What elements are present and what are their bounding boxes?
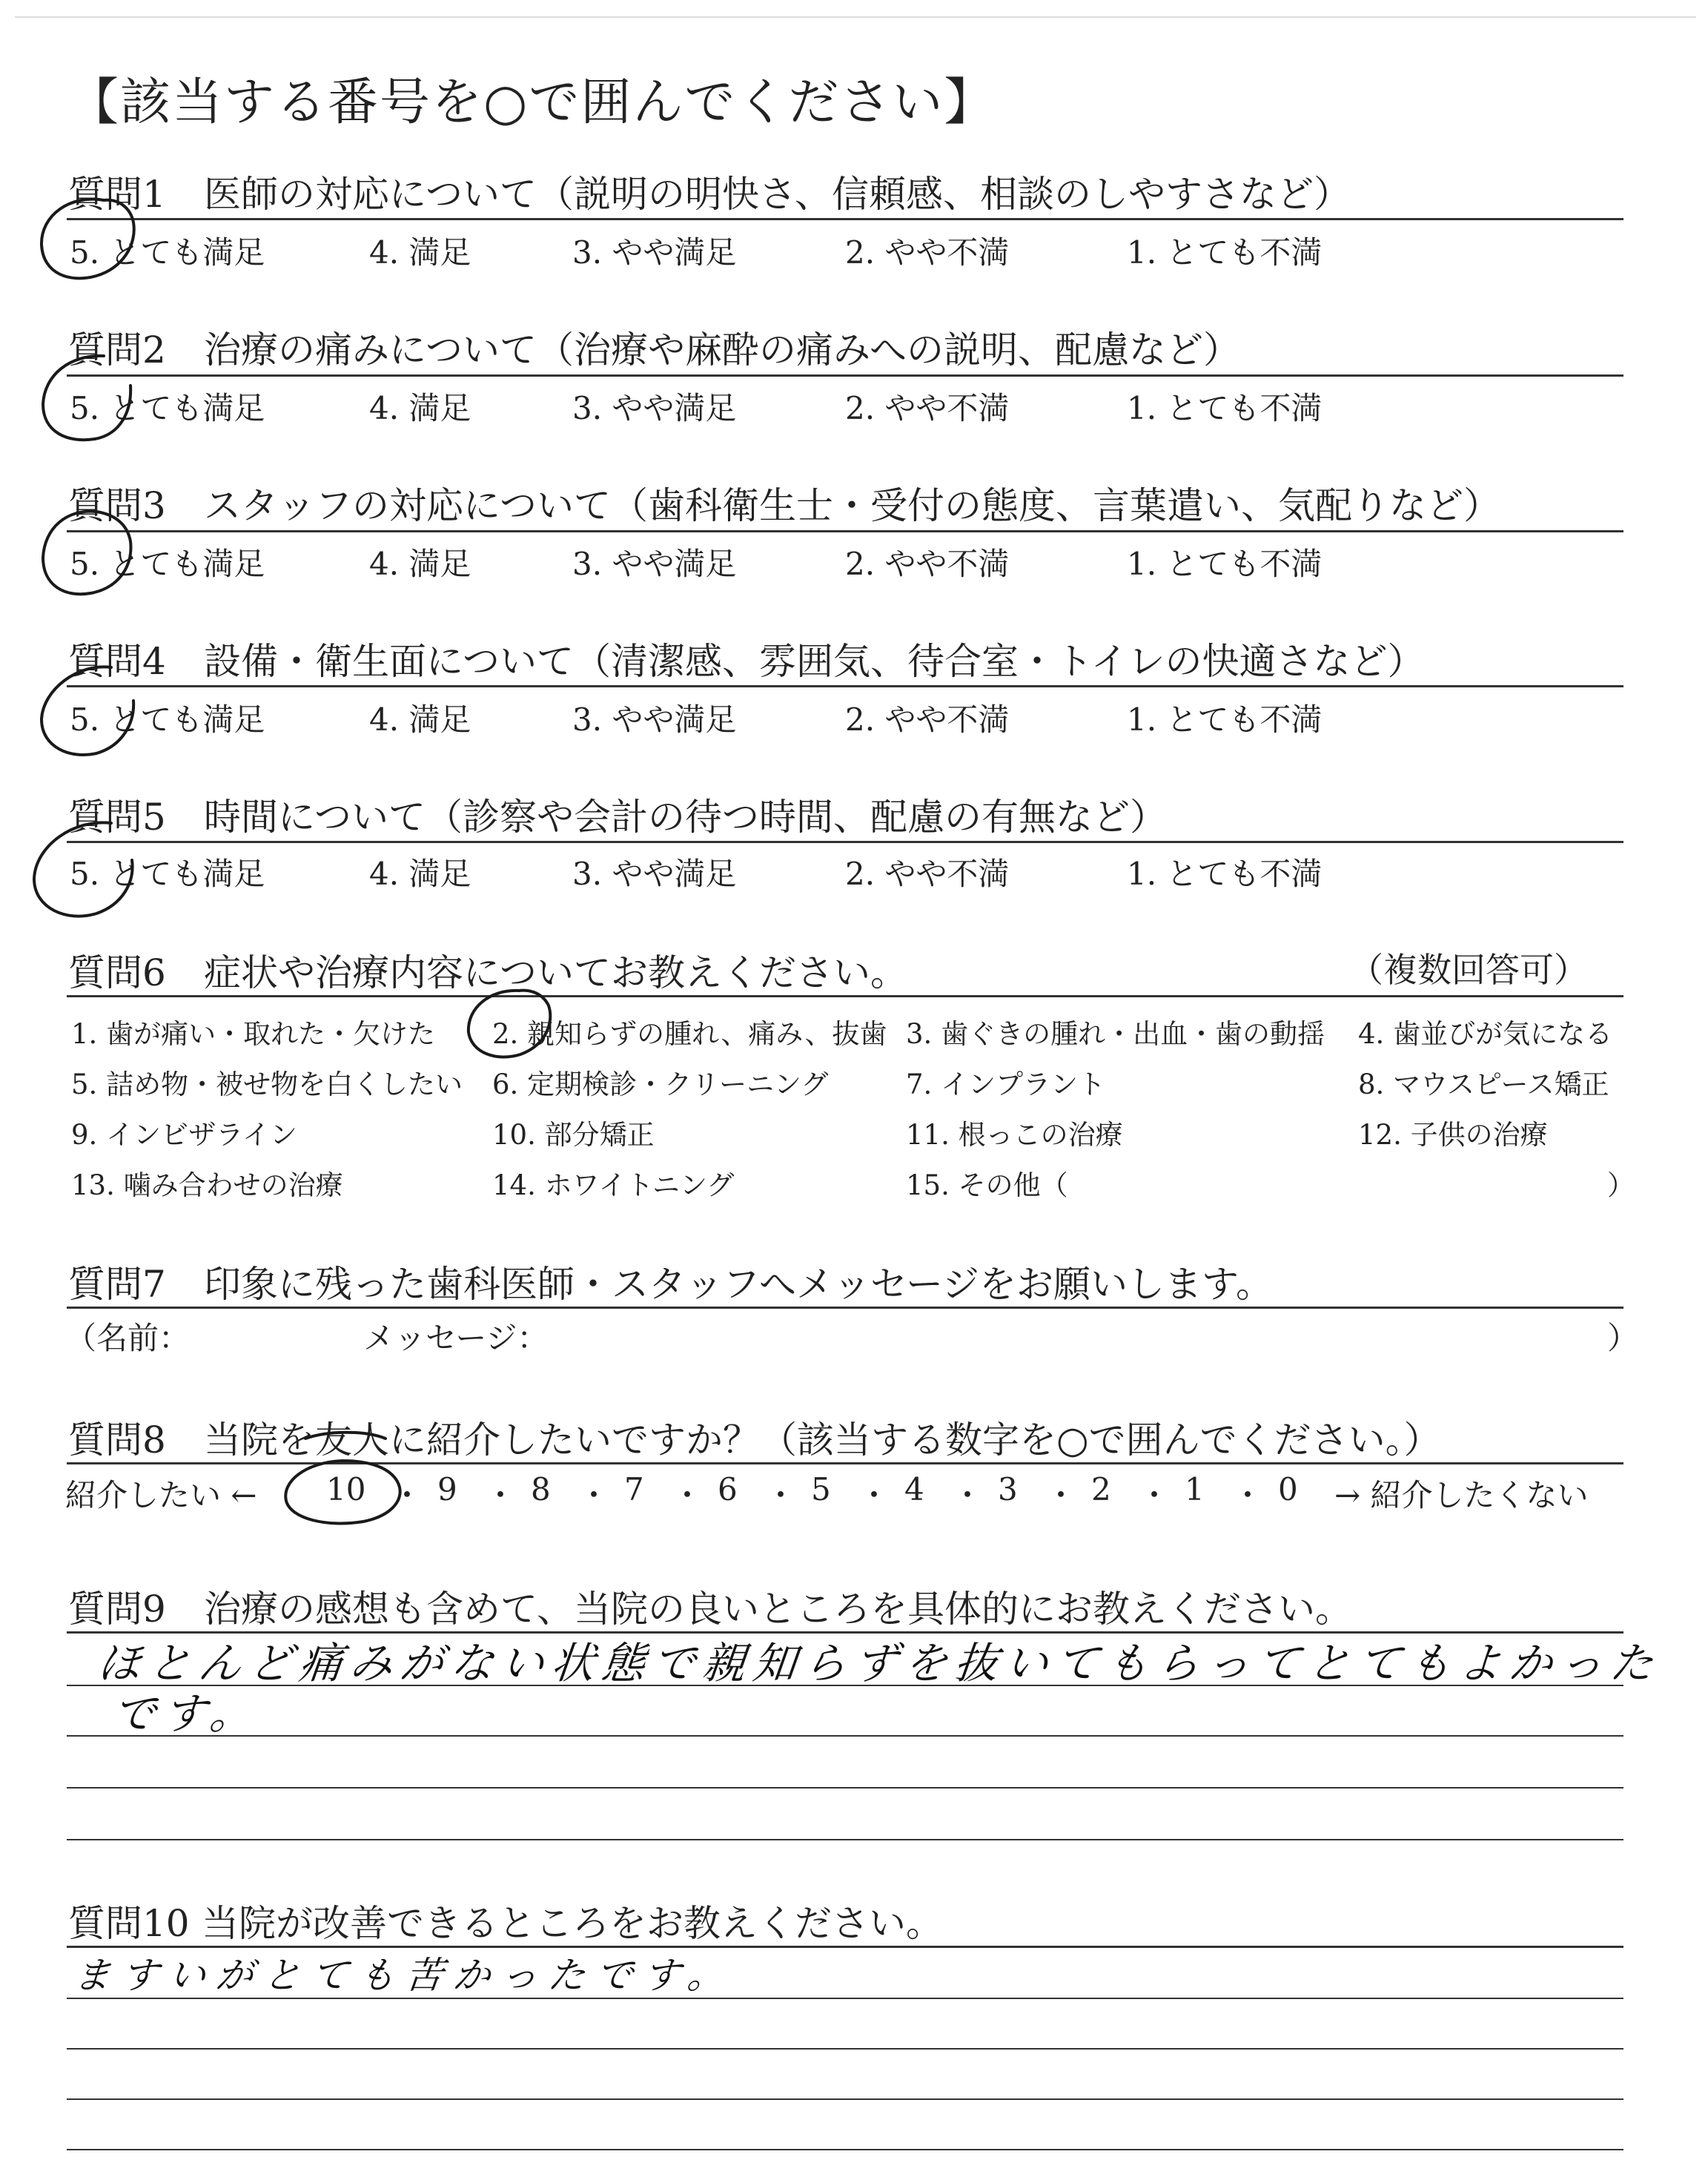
option-1[interactable]: 1. とても不満 <box>1127 390 1323 426</box>
option-2[interactable]: 2. やや不満 <box>845 701 1010 738</box>
handwritten-answer-line: ますいがとても苦かったです。 <box>71 1954 738 1997</box>
answer-line <box>67 2149 1623 2150</box>
symptom-option[interactable]: 10. 部分矯正 <box>492 1119 655 1151</box>
option-4[interactable]: 4. 満足 <box>369 390 471 426</box>
scale-dot: ・ <box>858 1477 890 1513</box>
option-4[interactable]: 4. 満足 <box>369 234 471 271</box>
question-label: 質問1 <box>68 173 166 216</box>
option-1[interactable]: 1. とても不満 <box>1127 546 1323 582</box>
scale-dot: ・ <box>1139 1477 1171 1513</box>
symptom-option[interactable]: 11. 根っこの治療 <box>906 1119 1123 1151</box>
option-3[interactable]: 3. やや満足 <box>572 234 737 271</box>
question-label: 質問2 <box>68 328 166 371</box>
handwritten-answer-line: ほとんど痛みがない状態で親知らずを抜いてもらってとてもよかった <box>95 1638 1664 1688</box>
question-rule <box>67 530 1623 532</box>
symptom-option[interactable]: 6. 定期検診・クリーニング <box>492 1069 829 1100</box>
other-close-paren: ） <box>1607 1169 1635 1201</box>
question-label: 質問5 <box>68 796 166 839</box>
scale-dot: ・ <box>391 1477 423 1513</box>
option-3[interactable]: 3. やや満足 <box>572 546 737 582</box>
name-label: （名前： <box>65 1320 191 1356</box>
question-text: 症状や治療内容についてお教えください。 <box>204 951 907 994</box>
option-4[interactable]: 4. 満足 <box>369 701 471 738</box>
symptom-option[interactable]: 15. その他（ <box>906 1169 1068 1201</box>
scale-dot: ・ <box>1232 1477 1264 1513</box>
question-text: 当院を友人に紹介したいですか？（該当する数字を○で囲んでください。） <box>204 1418 1441 1462</box>
option-5[interactable]: 5. とても満足 <box>70 546 265 582</box>
recommend-right-label: → 紹介したくない <box>1334 1477 1589 1513</box>
scale-9[interactable]: 9 <box>437 1471 457 1507</box>
recommend-left-label: 紹介したい ← <box>65 1477 257 1513</box>
multiple-answer-note: （複数回答可） <box>1349 950 1588 990</box>
option-5[interactable]: 5. とても満足 <box>70 856 265 892</box>
scale-10[interactable]: 10 <box>326 1471 366 1507</box>
message-label: メッセージ： <box>363 1320 549 1356</box>
scale-8[interactable]: 8 <box>531 1471 551 1507</box>
symptom-option[interactable]: 5. 詰め物・被せ物を白くしたい <box>71 1069 463 1100</box>
question-rule <box>67 841 1623 843</box>
question-text: 時間について（診察や会計の待つ時間、配慮の有無など） <box>204 796 1167 839</box>
question-rule <box>67 1462 1623 1464</box>
scale-4[interactable]: 4 <box>904 1471 924 1507</box>
scale-5[interactable]: 5 <box>811 1471 831 1507</box>
question-text: 印象に残った歯科医師・スタッフへメッセージをお願いします。 <box>204 1263 1273 1306</box>
question-text: 当院が改善できるところをお教えください。 <box>202 1902 943 1945</box>
option-5[interactable]: 5. とても満足 <box>70 701 265 738</box>
option-3[interactable]: 3. やや満足 <box>572 856 737 892</box>
question-label: 質問3 <box>68 484 166 527</box>
question-label: 質問10 <box>68 1902 190 1945</box>
question-label: 質問4 <box>68 640 166 683</box>
option-1[interactable]: 1. とても不満 <box>1127 234 1323 271</box>
symptom-option[interactable]: 4. 歯並びが気になる <box>1358 1018 1613 1050</box>
message-close-paren: ） <box>1607 1320 1639 1356</box>
option-5[interactable]: 5. とても満足 <box>70 234 265 271</box>
option-1[interactable]: 1. とても不満 <box>1127 701 1323 738</box>
scale-dot: ・ <box>578 1477 610 1513</box>
question-text: 治療の痛みについて（治療や麻酔の痛みへの説明、配慮など） <box>204 328 1240 371</box>
symptom-option[interactable]: 3. 歯ぐきの腫れ・出血・歯の動揺 <box>906 1018 1325 1050</box>
symptom-option[interactable]: 9. インビザライン <box>71 1119 297 1151</box>
question-label: 質問7 <box>68 1263 166 1306</box>
question-rule <box>67 218 1623 220</box>
option-2[interactable]: 2. やや不満 <box>845 234 1010 271</box>
scale-2[interactable]: 2 <box>1091 1471 1111 1507</box>
question-rule <box>67 685 1623 687</box>
scale-dot: ・ <box>952 1477 984 1513</box>
option-2[interactable]: 2. やや不満 <box>845 856 1010 892</box>
answer-line <box>67 1787 1623 1789</box>
question-label: 質問8 <box>68 1418 166 1462</box>
question-label: 質問9 <box>68 1588 166 1631</box>
answer-line <box>67 1735 1623 1737</box>
scale-7[interactable]: 7 <box>624 1471 644 1507</box>
symptom-option[interactable]: 2. 親知らずの腫れ、痛み、抜歯 <box>492 1018 887 1050</box>
symptom-option[interactable]: 8. マウスピース矯正 <box>1358 1069 1609 1100</box>
answer-line <box>67 2048 1623 2050</box>
question-text: 設備・衛生面について（清潔感、雰囲気、待合室・トイレの快適さなど） <box>204 640 1425 683</box>
page-title: 【該当する番号を○で囲んでください】 <box>68 73 996 132</box>
option-2[interactable]: 2. やや不満 <box>845 390 1010 426</box>
option-1[interactable]: 1. とても不満 <box>1127 856 1323 892</box>
question-rule <box>67 995 1623 997</box>
handwritten-answer-line: です。 <box>110 1688 263 1739</box>
option-4[interactable]: 4. 満足 <box>369 856 471 892</box>
option-3[interactable]: 3. やや満足 <box>572 701 737 738</box>
question-text: 医師の対応について（説明の明快さ、信頼感、相談のしやすさなど） <box>204 173 1351 216</box>
symptom-option[interactable]: 7. インプラント <box>906 1069 1106 1100</box>
symptom-option[interactable]: 13. 噛み合わせの治療 <box>71 1169 343 1201</box>
answer-line <box>67 1839 1623 1840</box>
question-text: スタッフの対応について（歯科衛生士・受付の態度、言葉遣い、気配りなど） <box>204 484 1500 527</box>
question-rule <box>67 374 1623 377</box>
question-label: 質問6 <box>68 951 166 994</box>
option-5[interactable]: 5. とても満足 <box>70 390 265 426</box>
answer-line <box>67 2098 1623 2100</box>
scale-3[interactable]: 3 <box>998 1471 1018 1507</box>
option-4[interactable]: 4. 満足 <box>369 546 471 582</box>
option-2[interactable]: 2. やや不満 <box>845 546 1010 582</box>
symptom-option[interactable]: 14. ホワイトニング <box>492 1169 735 1201</box>
symptom-option[interactable]: 12. 子供の治療 <box>1358 1119 1548 1151</box>
question-text: 治療の感想も含めて、当院の良いところを具体的にお教えください。 <box>204 1588 1352 1631</box>
option-3[interactable]: 3. やや満足 <box>572 390 737 426</box>
page-top-border <box>15 16 1696 18</box>
question-rule <box>67 1307 1623 1309</box>
scale-dot: ・ <box>1045 1477 1077 1513</box>
scale-dot: ・ <box>672 1477 704 1513</box>
scale-1[interactable]: 1 <box>1185 1471 1205 1507</box>
scale-6[interactable]: 6 <box>718 1471 738 1507</box>
scale-0[interactable]: 0 <box>1278 1471 1298 1507</box>
scale-dot: ・ <box>765 1477 797 1513</box>
scale-dot: ・ <box>485 1477 517 1513</box>
symptom-option[interactable]: 1. 歯が痛い・取れた・欠けた <box>71 1018 436 1050</box>
